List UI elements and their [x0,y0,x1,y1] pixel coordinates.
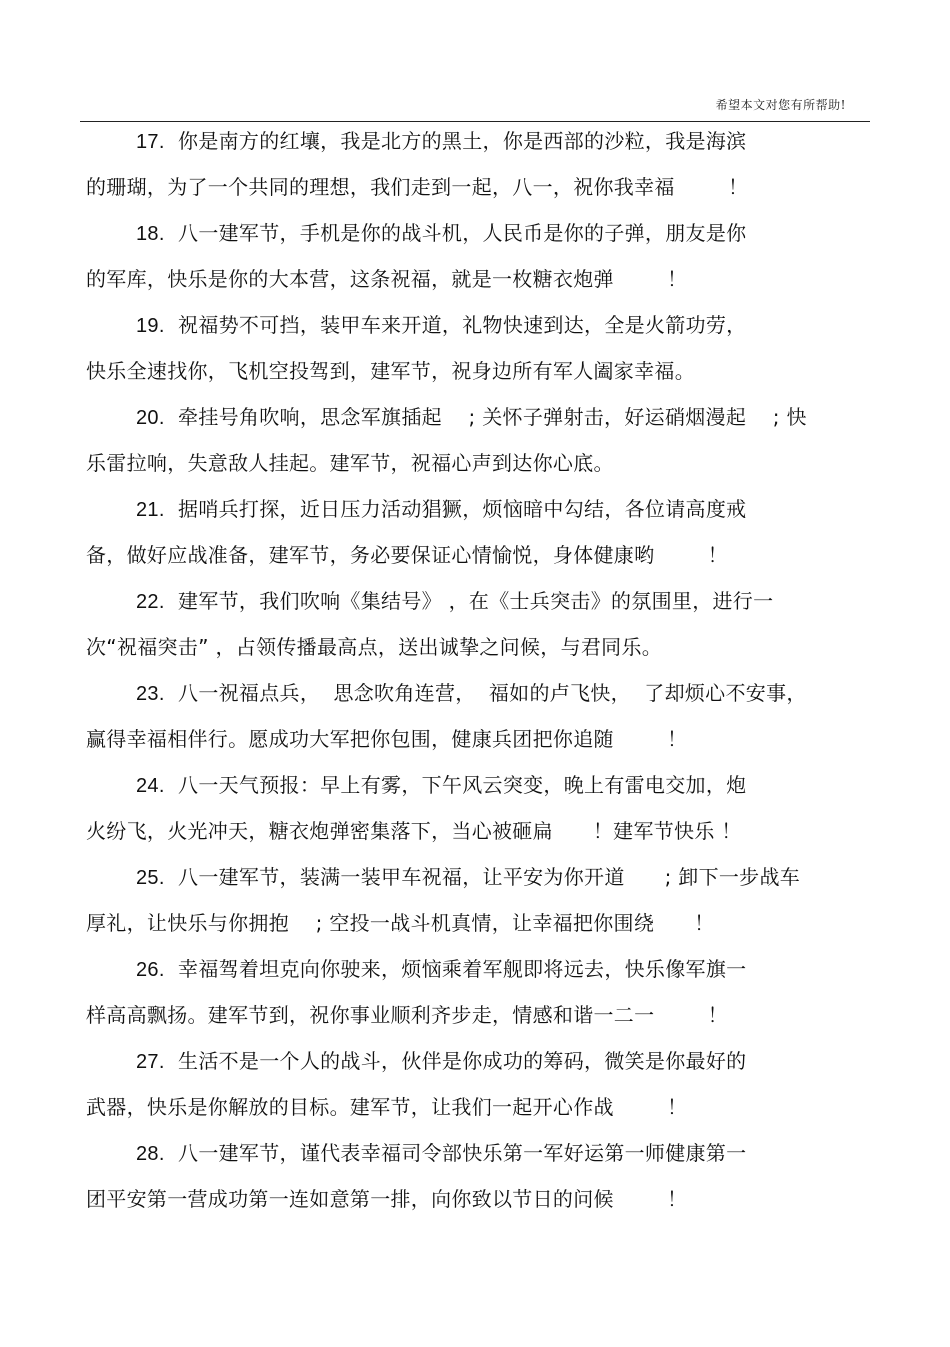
list-item [86,946,866,1038]
item-second-line: 武器，快乐是你解放的目标。建军节，让我们一起开心作战 ！ [86,1095,688,1119]
item-second-line: 的军库，快乐是你的大本营，这条祝福，就是一枚糖衣炮弹 ！ [86,267,688,291]
item-first-line [86,854,866,900]
item-number: 24. [136,775,165,797]
item-second-line: 火纷飞，火光冲天，糖衣炮弹密集落下，当心被砸扁 ！建军节快乐 ！ [86,819,742,843]
list-item [86,394,866,486]
item-first-line [86,578,866,624]
item-first-line [86,670,866,716]
item-text: 建军节，我们吹响《集结号》 ，在《士兵突击》的氛围里，进行一 [178,589,774,613]
item-number: 19. [136,315,165,337]
item-second-line: 团平安第一营成功第一连如意第一排，向你致以节日的问候 ！ [86,1187,688,1211]
item-text: 祝福势不可挡，装甲车来开道，礼物快速到达，全是火箭功劳， [178,313,747,337]
item-text: 八一祝福点兵， 思念吹角连营， 福如的卢飞快， 了却烦心不安事， [178,681,807,705]
item-number: 22. [136,591,165,613]
item-first-line [86,1038,866,1084]
item-second-line: 厚礼，让快乐与你拥抱 ; 空投一战斗机真情，让幸福把你围绕 ！ [86,911,715,935]
header-note: 希望本文对您有所帮助! [715,98,846,112]
item-first-line [86,946,866,992]
item-text: 八一天气预报：早上有雾，下午风云突变，晚上有雷电交加，炮 [178,773,747,797]
item-first-line [86,486,866,532]
item-text: 八一建军节，手机是你的战斗机，人民币是你的子弹，朋友是你 [178,221,747,245]
item-first-line [86,118,866,164]
item-second-line: 备，做好应战准备，建军节，务必要保证心情愉悦，身体健康哟 ！ [86,543,728,567]
item-number: 25. [136,867,165,889]
list-item [86,210,866,302]
item-number: 20. [136,407,165,429]
item-second-line: 次“祝福突击” ，占领传播最高点，送出诚挚之问候，与君同乐。 [86,635,663,659]
item-number: 28. [136,1143,165,1165]
item-text: 据哨兵打探，近日压力活动猖獗，烦恼暗中勾结，各位请高度戒 [178,497,747,521]
item-number: 17. [136,131,165,153]
item-number: 21. [136,499,165,521]
item-second-line: 快乐全速找你，飞机空投驾到，建军节，祝身边所有军人阖家幸福。 [86,359,695,383]
list-item [86,1038,866,1130]
item-first-line [86,302,866,348]
item-text: 你是南方的红壤，我是北方的黑土，你是西部的沙粒，我是海滨 [178,129,747,153]
item-text: 幸福驾着坦克向你驶来，烦恼乘着军舰即将远去，快乐像军旗一 [178,957,747,981]
list-item [86,118,866,210]
list-item [86,1130,866,1222]
item-number: 23. [136,683,165,705]
item-second-line: 的珊瑚，为了一个共同的理想，我们走到一起，八一，祝你我幸福 ！ [86,175,749,199]
item-second-line: 乐雷拉响，失意敌人挂起。建军节，祝福心声到达你心底。 [86,451,614,475]
item-text: 八一建军节，装满一装甲车祝福，让平安为你开道 ; 卸下一步战车 [178,865,801,889]
item-number: 27. [136,1051,165,1073]
list-item [86,762,866,854]
list-item [86,670,866,762]
item-first-line [86,762,866,808]
item-first-line [86,1130,866,1176]
item-text: 牵挂号角吹响，思念军旗插起 ; 关怀子弹射击，好运硝烟漫起 ; 快 [178,405,807,429]
item-number: 18. [136,223,165,245]
item-text: 生活不是一个人的战斗，伙伴是你成功的筹码，微笑是你最好的 [178,1049,747,1073]
list-item [86,302,866,394]
item-text: 八一建军节，谨代表幸福司令部快乐第一军好运第一师健康第一 [178,1141,747,1165]
item-first-line [86,394,866,440]
item-second-line: 样高高飘扬。建军节到，祝你事业顺利齐步走，情感和谐一二一 ！ [86,1003,728,1027]
item-number: 26. [136,959,165,981]
list-item [86,854,866,946]
item-first-line [86,210,866,256]
greeting-list [86,118,866,1222]
list-item [86,486,866,578]
list-item [86,578,866,670]
item-second-line: 赢得幸福相伴行。愿成功大军把你包围，健康兵团把你追随 ！ [86,727,688,751]
